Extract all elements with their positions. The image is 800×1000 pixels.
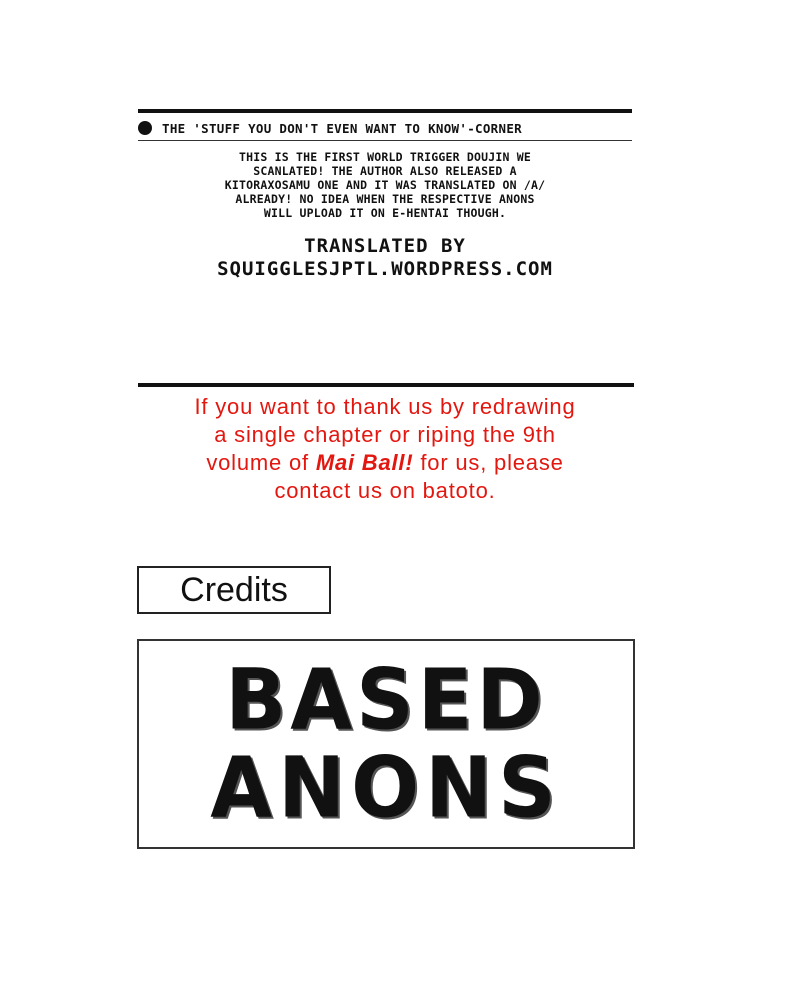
corner-heading-row bbox=[138, 118, 632, 138]
corner-heading: THE 'STUFF YOU DON'T EVEN WANT TO KNOW'-CORNER bbox=[162, 120, 522, 136]
thanks-line: If you want to thank us by redrawing bbox=[194, 394, 576, 419]
thanks-line bbox=[130, 449, 640, 477]
credits-label: Credits bbox=[180, 570, 288, 609]
top-rule bbox=[138, 109, 632, 113]
middle-rule bbox=[138, 383, 634, 387]
group-logo-line-1: BASED bbox=[225, 650, 547, 749]
thanks-text: volume of bbox=[206, 450, 316, 475]
heading-divider bbox=[138, 140, 632, 141]
notes-line: THIS IS THE FIRST WORLD TRIGGER DOUJIN WE bbox=[238, 150, 532, 164]
group-logo-line-2: ANONS bbox=[210, 738, 562, 837]
translator-notes bbox=[140, 150, 630, 220]
credits-box bbox=[137, 566, 331, 614]
notes-line: WILL UPLOAD IT ON E-HENTAI THOUGH. bbox=[263, 206, 507, 220]
notes-line: SCANLATED! THE AUTHOR ALSO RELEASED A bbox=[253, 164, 517, 178]
translated-by-label: TRANSLATED BY bbox=[304, 235, 466, 257]
group-logo-box bbox=[137, 639, 635, 849]
notes-line: ALREADY! NO IDEA WHEN THE RESPECTIVE ANONS bbox=[235, 192, 535, 206]
translator-site: SQUIGGLESJPTL.WORDPRESS.COM bbox=[217, 258, 553, 280]
notes-line: KITORAXOSAMU ONE AND IT WAS TRANSLATED ON /A/ bbox=[224, 178, 546, 192]
thanks-message bbox=[130, 393, 640, 505]
bullet-dot-icon bbox=[138, 121, 152, 135]
thanks-text: for us, please bbox=[413, 450, 564, 475]
series-title: Mai Ball! bbox=[315, 450, 414, 475]
thanks-line: a single chapter or riping the 9th bbox=[214, 422, 556, 447]
translated-by-block bbox=[130, 235, 640, 281]
thanks-line: contact us on batoto. bbox=[274, 478, 496, 503]
